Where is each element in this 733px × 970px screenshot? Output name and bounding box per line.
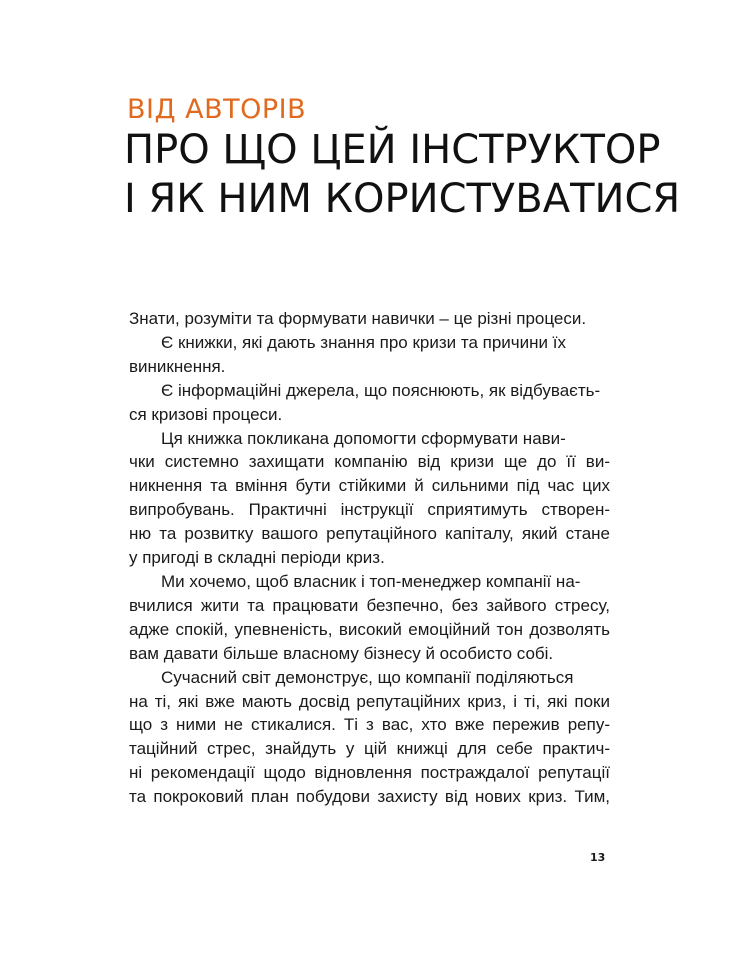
body-line: виникнення. (129, 356, 226, 376)
body-line: що з ними не стикалися. Ті з вас, хто вже пережив репу- (129, 715, 610, 735)
body-line: вчилися жити та працювати безпечно, без зайвого стресу, (129, 595, 610, 615)
section-kicker: ВІД АВТОРІВ (127, 94, 307, 125)
body-line: Ця книжка покликана допомогти сформувати нави- (161, 428, 566, 448)
body-line: вам давати більше власному бізнесу й особисто собі. (129, 643, 554, 663)
body-line: ні рекомендації щодо відновлення постраждалої репутації (129, 763, 610, 783)
chapter-title-line: І ЯК НИМ КОРИСТУВАТИСЯ (124, 176, 681, 222)
page-number: 13 (590, 851, 606, 864)
body-line: Є книжки, які дають знання про кризи та причини їх (161, 332, 566, 352)
body-line: у пригоді в складні періоди криз. (129, 548, 385, 568)
body-line: ся кризові процеси. (129, 404, 283, 424)
body-line: Є інформаційні джерела, що пояснюють, як відбуваєть- (161, 380, 601, 400)
body-line: никнення та вміння бути стійкими й сильними під час цих (129, 476, 610, 496)
body-line: Знати, розуміти та формувати навички – це різні процеси. (129, 309, 587, 328)
body-line: на ті, які вже мають досвід репутаційних криз, і ті, які поки (129, 691, 610, 711)
body-line: та покроковий план побудови захисту від нових криз. Тим, (129, 787, 610, 807)
body-line: Ми хочемо, щоб власник і топ-менеджер компанії на- (161, 571, 581, 591)
body-line: Сучасний світ демонструє, що компанії поділяються (161, 667, 574, 687)
chapter-title-line: ПРО ЩО ЦЕЙ ІНСТРУКТОР (124, 127, 661, 173)
body-text (129, 307, 610, 809)
body-line: ню та розвитку вашого репутаційного капіталу, який стане (129, 524, 610, 544)
chapter-title (124, 126, 680, 224)
body-line: адже спокій, упевненість, високий емоційний тон дозволять (129, 619, 610, 639)
body-line: чки системно захищати компанію від кризи ще до її ви- (129, 452, 610, 472)
body-line: випробувань. Практичні інструкції сприятимуть створен- (129, 500, 610, 520)
body-line: таційний стрес, знайдуть у цій книжці для себе практич- (129, 739, 610, 759)
